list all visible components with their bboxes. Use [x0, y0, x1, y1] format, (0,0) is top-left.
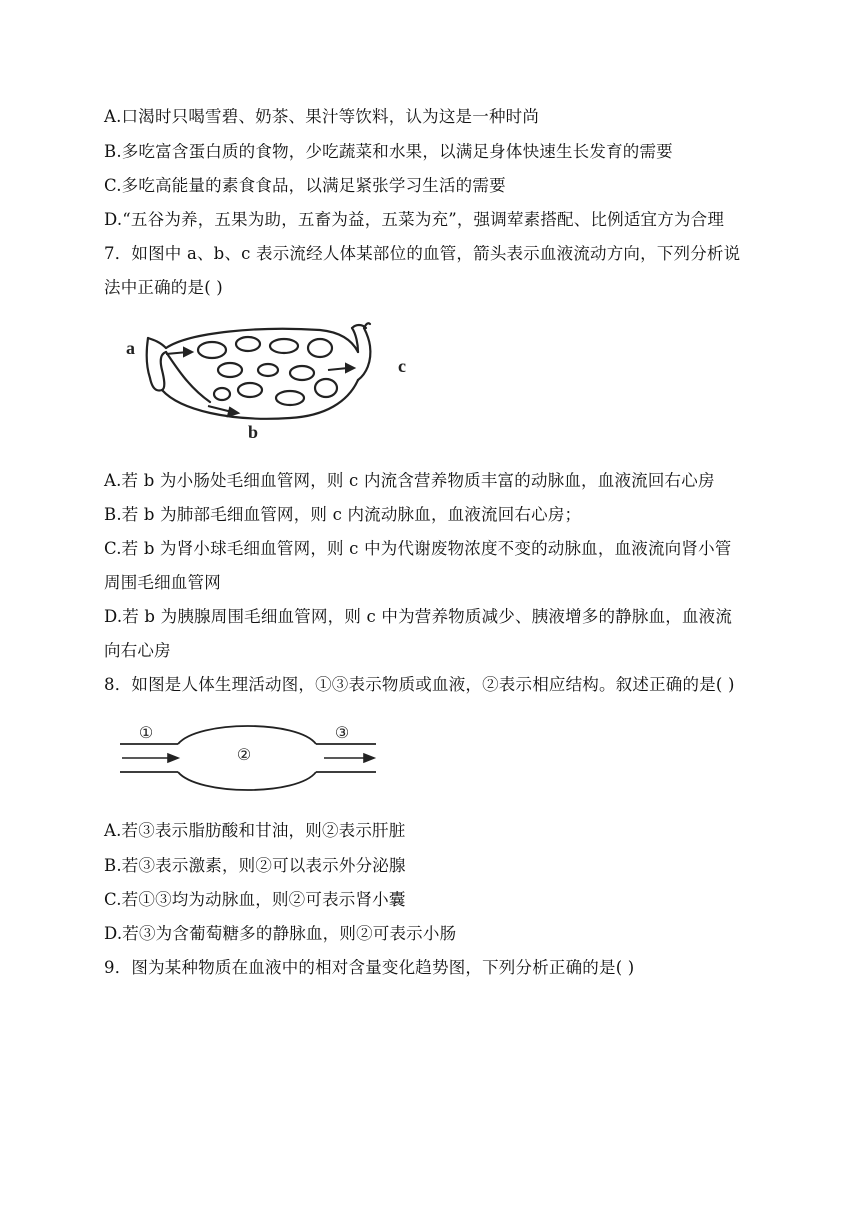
q7-option-c-line1: C.若 b 为肾小球毛细血管网，则 c 中为代谢废物浓度不变的动脉血，血液流向肾小管 — [104, 539, 732, 558]
q8-option-b: B.若③表示激素，则②可以表示外分泌腺 — [104, 856, 406, 875]
q6-option-c: C.多吃高能量的素食食品，以满足紧张学习生活的需要 — [104, 176, 506, 195]
q7-option-a: A.若 b 为小肠处毛细血管网，则 c 内流含营养物质丰富的动脉血，血液流回右心房 — [104, 471, 715, 490]
label-b: b — [248, 422, 259, 442]
q7-option-d-line2: 向右心房 — [104, 641, 171, 660]
q6-option-a: A.口渴时只喝雪碧、奶茶、果汁等饮料，认为这是一种时尚 — [104, 107, 540, 126]
q7-option-d-line1: D.若 b 为胰腺周围毛细血管网，则 c 中为营养物质减少、胰液增多的静脉血，血液流 — [104, 607, 733, 626]
label-circle-2: ② — [236, 747, 252, 764]
label-circle-3: ③ — [334, 725, 350, 742]
q9-stem: 9．图为某种物质在血液中的相对含量变化趋势图，下列分析正确的是( ) — [104, 958, 635, 977]
label-circle-1: ① — [138, 725, 154, 742]
physiology-flow-figure — [120, 716, 380, 792]
q7-stem-line1: 7．如图中 a、b、c 表示流经人体某部位的血管，箭头表示血液流动方向，下列分析说 — [104, 244, 741, 263]
q6-option-d: D.“五谷为养，五果为助，五畜为益，五菜为充”，强调荤素搭配、比例适宜方为合理 — [104, 210, 725, 229]
label-c: c — [398, 356, 406, 376]
capillary-network-figure — [120, 318, 420, 448]
q6-option-b: B.多吃富含蛋白质的食物，少吃蔬菜和水果，以满足身体快速生长发育的需要 — [104, 142, 673, 161]
q8-option-c: C.若①③均为动脉血，则②可表示肾小囊 — [104, 890, 406, 909]
q7-option-c-line2: 周围毛细血管网 — [104, 573, 221, 592]
q8-stem: 8．如图是人体生理活动图，①③表示物质或血液，②表示相应结构。叙述正确的是( ) — [104, 675, 735, 694]
label-a: a — [126, 338, 135, 358]
q7-option-b: B.若 b 为肺部毛细血管网，则 c 内流动脉血，血液流回右心房； — [104, 505, 582, 524]
q7-stem-line2: 法中正确的是( ) — [104, 278, 223, 297]
q8-option-a: A.若③表示脂肪酸和甘油，则②表示肝脏 — [104, 821, 406, 840]
q8-option-d: D.若③为含葡萄糖多的静脉血，则②可表示小肠 — [104, 924, 457, 943]
